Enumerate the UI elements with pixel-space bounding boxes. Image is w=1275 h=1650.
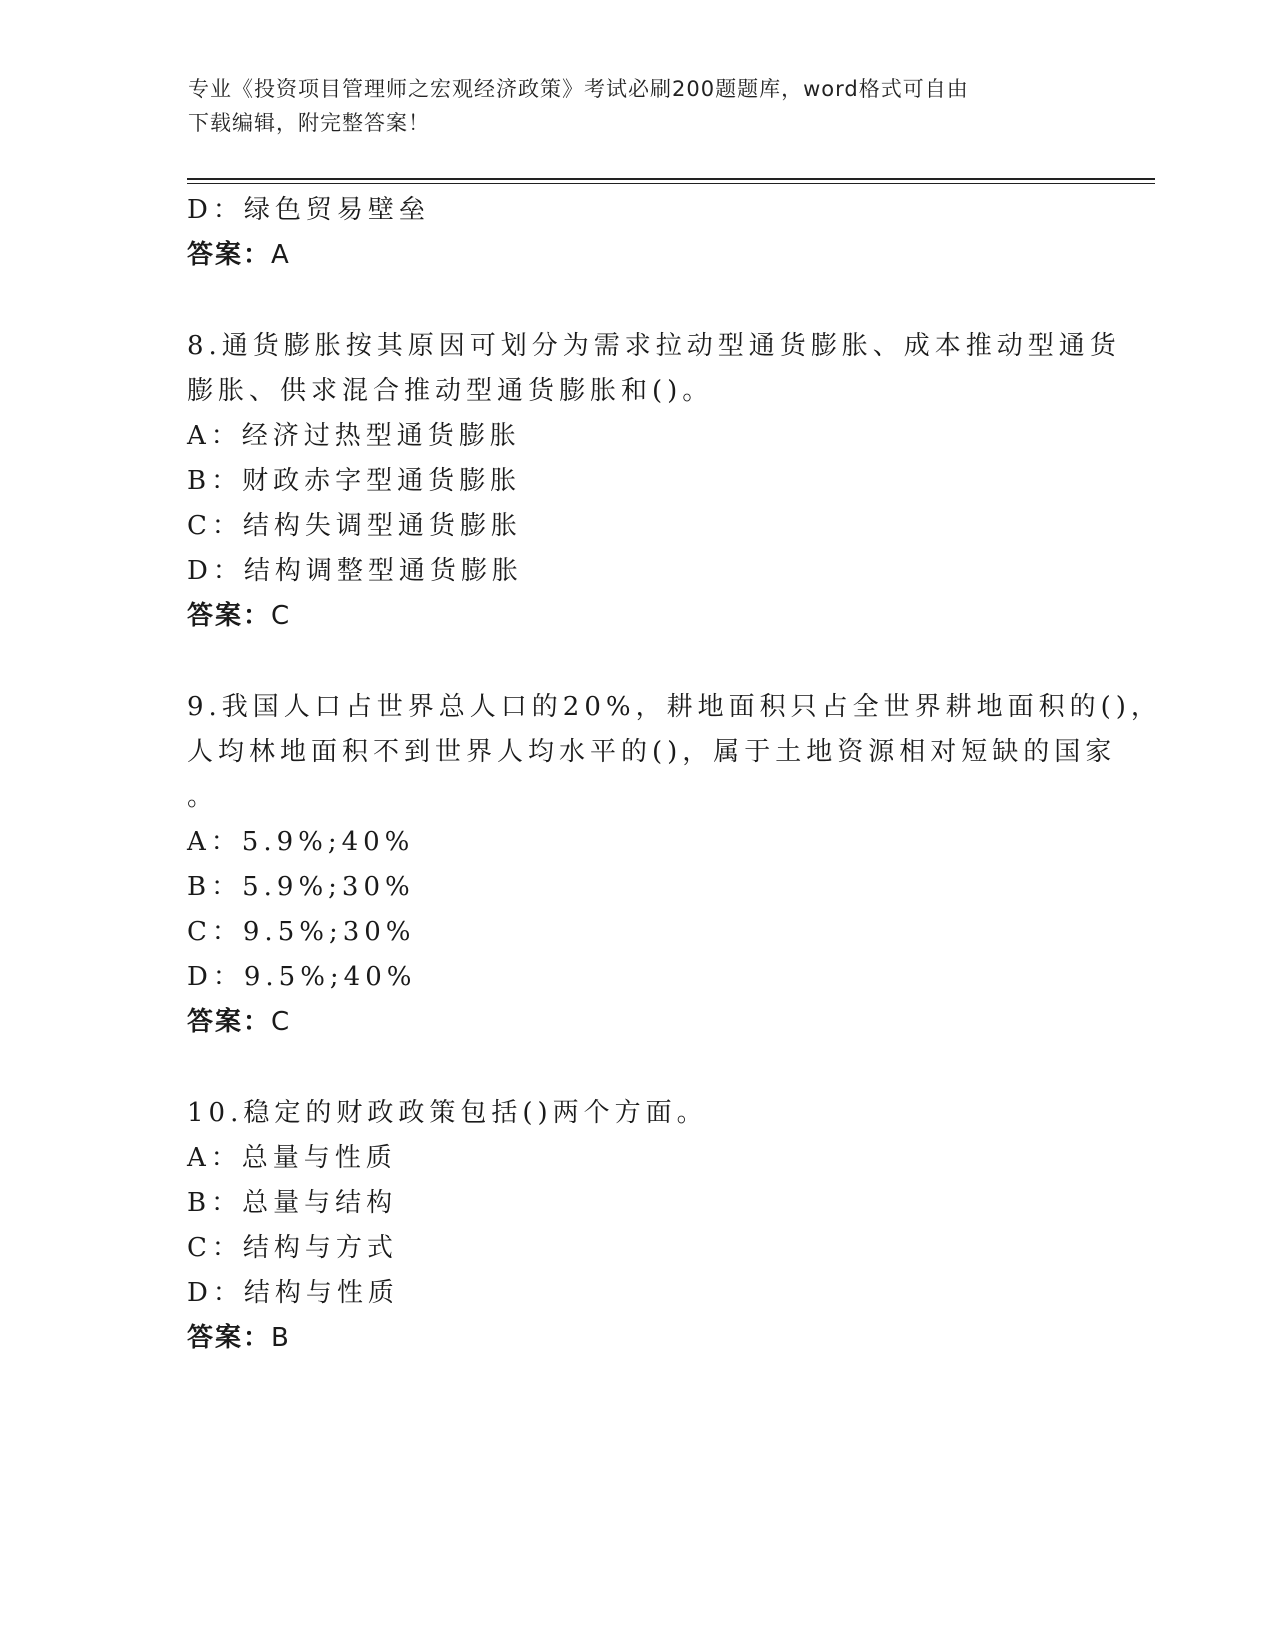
option-a: A：5.9%;40% bbox=[187, 827, 415, 857]
option-a: A：总量与性质 bbox=[187, 1143, 397, 1173]
answer-line bbox=[187, 233, 1087, 278]
option-c: C：结构与方式 bbox=[187, 1233, 398, 1263]
header-line-2: 下载编辑，附完整答案！ bbox=[188, 111, 430, 135]
answer-line bbox=[187, 1316, 1087, 1361]
answer-label: 答案： bbox=[187, 1323, 272, 1353]
option-b: B：财政赤字型通货膨胀 bbox=[187, 466, 522, 496]
option-d: D：结构与性质 bbox=[187, 1278, 399, 1308]
stem-line: 。 bbox=[187, 782, 219, 812]
option-b: B：总量与结构 bbox=[187, 1188, 398, 1218]
document-header bbox=[188, 72, 1088, 140]
question-block bbox=[187, 1091, 1087, 1361]
answer-label: 答案： bbox=[187, 240, 272, 270]
stem-line: 膨胀、供求混合推动型通货膨胀和()。 bbox=[187, 376, 714, 406]
spacer bbox=[187, 278, 1087, 324]
option-d: D：结构调整型通货膨胀 bbox=[187, 556, 523, 586]
header-divider-thick bbox=[187, 178, 1155, 180]
option-d: D：绿色贸易壁垒 bbox=[187, 195, 430, 225]
option-a: A：经济过热型通货膨胀 bbox=[187, 421, 521, 451]
option-d: D：9.5%;40% bbox=[187, 962, 417, 992]
header-divider-thin bbox=[187, 183, 1155, 184]
question-stem bbox=[187, 685, 1162, 820]
option-c: C：结构失调型通货膨胀 bbox=[187, 511, 522, 541]
stem-line: 10.稳定的财政政策包括()两个方面。 bbox=[187, 1098, 708, 1128]
answer-value: C bbox=[271, 601, 292, 631]
option-c: C：9.5%;30% bbox=[187, 917, 416, 947]
question-content bbox=[187, 188, 1162, 1361]
answer-label: 答案： bbox=[187, 1007, 272, 1037]
question-block bbox=[187, 685, 1162, 1045]
spacer bbox=[187, 1045, 1087, 1091]
option-b: B：5.9%;30% bbox=[187, 872, 415, 902]
header-line-1: 专业《投资项目管理师之宏观经济政策》考试必刷200题题库，word格式可自由 bbox=[188, 77, 969, 101]
stem-line: 9.我国人口占世界总人口的20%，耕地面积只占全世界耕地面积的()， bbox=[187, 692, 1162, 722]
question-stem bbox=[187, 1091, 1077, 1136]
answer-label: 答案： bbox=[187, 601, 272, 631]
spacer bbox=[187, 639, 1087, 685]
stem-line: 8.通货膨胀按其原因可划分为需求拉动型通货膨胀、成本推动型通货 bbox=[187, 331, 1121, 361]
question-stem bbox=[187, 324, 1121, 414]
question-block bbox=[187, 324, 1121, 639]
answer-value: A bbox=[271, 240, 291, 270]
answer-line bbox=[187, 594, 1087, 639]
answer-value: B bbox=[271, 1323, 291, 1353]
stem-line: 人均林地面积不到世界人均水平的()，属于土地资源相对短缺的国家 bbox=[187, 737, 1117, 767]
answer-line bbox=[187, 1000, 1087, 1045]
answer-value: C bbox=[271, 1007, 292, 1037]
